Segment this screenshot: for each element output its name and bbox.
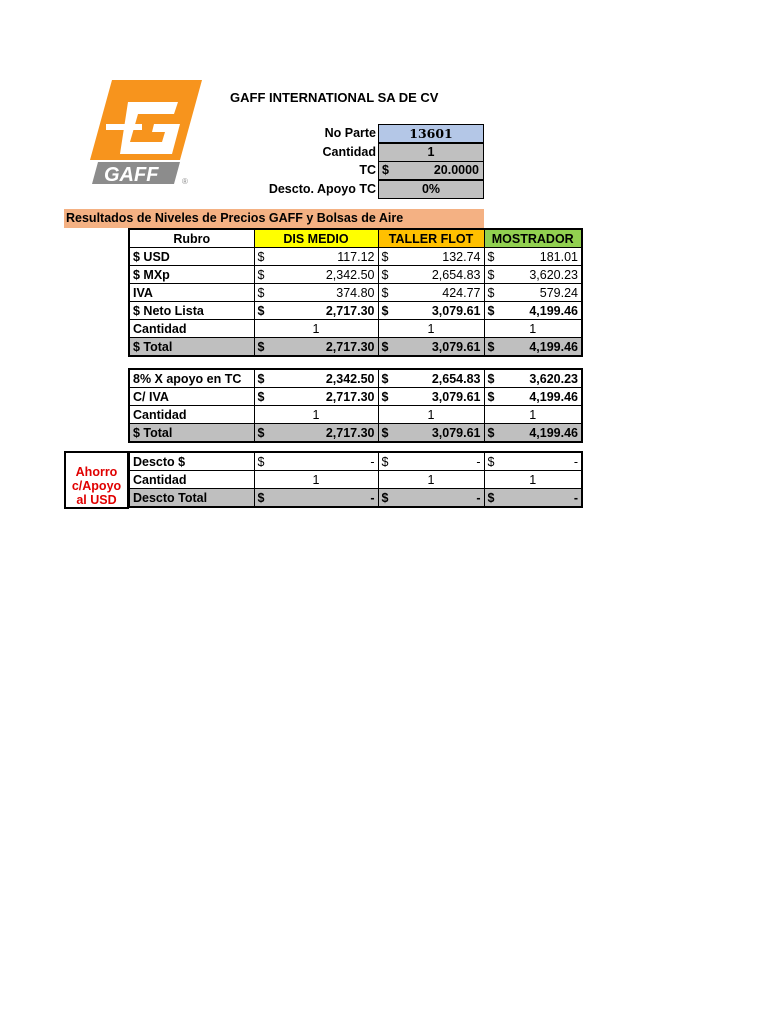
cantidad-label: Cantidad <box>322 145 376 159</box>
cell-value: - <box>573 490 578 505</box>
apoyo-table <box>128 368 583 443</box>
cell-value: 181.01 <box>539 249 578 264</box>
table-cell[interactable] <box>254 471 378 489</box>
cell-value: 3,079.61 <box>431 425 481 440</box>
table-row <box>129 471 582 489</box>
row-label: $ Neto Lista <box>129 302 254 320</box>
cell-value: 4,199.46 <box>529 389 578 404</box>
cell-value: 1 <box>529 472 537 487</box>
cell-value: - <box>573 454 578 469</box>
table-row <box>129 424 582 443</box>
cantidad-cell[interactable]: 1 <box>378 143 484 162</box>
table-cell[interactable] <box>378 248 484 266</box>
cell-value: - <box>370 490 375 505</box>
table-cell[interactable] <box>378 452 484 471</box>
row-label: Descto Total <box>129 489 254 508</box>
ahorro-label: Ahorro c/Apoyo al USD <box>64 451 129 509</box>
currency-symbol: $ <box>257 454 265 469</box>
apoyo-cell[interactable]: 0% <box>378 180 484 199</box>
table-row <box>129 248 582 266</box>
table-row <box>129 284 582 302</box>
table-cell[interactable] <box>254 302 378 320</box>
table-row <box>129 338 582 357</box>
cell-value: 117.12 <box>337 249 375 264</box>
row-label: Cantidad <box>129 320 254 338</box>
currency-symbol: $ <box>487 339 495 354</box>
currency-symbol: $ <box>487 249 495 264</box>
col-mostrador: MOSTRADOR <box>484 229 582 248</box>
currency-symbol: $ <box>381 339 389 354</box>
currency-symbol: $ <box>381 285 389 300</box>
no-parte-cell[interactable]: 13601 <box>378 124 484 143</box>
table-cell[interactable] <box>254 406 378 424</box>
table-cell[interactable] <box>484 424 582 443</box>
cell-value: 2,717.30 <box>325 425 375 440</box>
table-cell[interactable] <box>484 369 582 388</box>
table-cell[interactable] <box>378 406 484 424</box>
row-label: $ Total <box>129 424 254 443</box>
cell-value: 2,654.83 <box>431 267 481 282</box>
cell-value: 3,079.61 <box>431 339 481 354</box>
table-cell[interactable] <box>254 248 378 266</box>
table-cell[interactable] <box>484 266 582 284</box>
table-cell[interactable] <box>378 320 484 338</box>
cell-value: 374.80 <box>336 285 375 300</box>
cell-value: 1 <box>312 407 320 422</box>
col-rubro: Rubro <box>129 229 254 248</box>
currency-symbol: $ <box>257 425 265 440</box>
cell-value: - <box>370 454 375 469</box>
row-label: Cantidad <box>129 471 254 489</box>
table-cell[interactable] <box>484 302 582 320</box>
cell-value: 1 <box>529 407 537 422</box>
currency-symbol: $ <box>381 389 389 404</box>
table-cell[interactable] <box>254 320 378 338</box>
cell-value: 2,342.50 <box>325 267 375 282</box>
table-row <box>129 406 582 424</box>
row-label: IVA <box>129 284 254 302</box>
cell-value: 4,199.46 <box>529 425 578 440</box>
table-row <box>129 266 582 284</box>
currency-symbol: $ <box>257 389 265 404</box>
table-cell[interactable] <box>378 424 484 443</box>
cell-value: 4,199.46 <box>529 303 578 318</box>
cell-value: 1 <box>312 472 320 487</box>
no-parte-label: No Parte <box>324 126 376 140</box>
table-row <box>129 369 582 388</box>
table-cell[interactable] <box>378 471 484 489</box>
ahorro-table <box>128 451 583 508</box>
table-cell[interactable] <box>378 266 484 284</box>
table-row <box>129 302 582 320</box>
cell-value: 4,199.46 <box>529 339 578 354</box>
table-cell[interactable] <box>484 406 582 424</box>
cell-value: 3,079.61 <box>431 389 481 404</box>
table-cell[interactable] <box>254 284 378 302</box>
currency-symbol: $ <box>257 490 265 505</box>
table-cell[interactable] <box>484 388 582 406</box>
table-header-row <box>129 229 582 248</box>
logo-text: GAFF <box>104 164 159 186</box>
currency-symbol: $ <box>257 285 265 300</box>
currency-symbol: $ <box>257 267 265 282</box>
currency-symbol: $ <box>381 249 389 264</box>
tc-currency: $ <box>382 163 389 177</box>
table-cell[interactable] <box>484 320 582 338</box>
cell-value: 1 <box>312 321 320 336</box>
company-name: GAFF INTERNATIONAL SA DE CV <box>230 90 439 105</box>
tc-value: 20.0000 <box>433 163 479 177</box>
table-cell[interactable] <box>254 489 378 508</box>
table-cell[interactable] <box>484 284 582 302</box>
table-cell[interactable] <box>378 489 484 508</box>
currency-symbol: $ <box>381 267 389 282</box>
currency-symbol: $ <box>487 285 495 300</box>
gaff-logo <box>90 80 202 188</box>
currency-symbol: $ <box>257 371 265 386</box>
currency-symbol: $ <box>381 425 389 440</box>
cell-value: 2,717.30 <box>325 389 375 404</box>
tc-label: TC <box>359 163 376 177</box>
table-row <box>129 388 582 406</box>
currency-symbol: $ <box>257 303 265 318</box>
logo-registered: ® <box>182 177 188 186</box>
table-cell[interactable] <box>484 248 582 266</box>
table-cell[interactable] <box>484 489 582 508</box>
currency-symbol: $ <box>257 249 265 264</box>
currency-symbol: $ <box>487 303 495 318</box>
cell-value: 1 <box>427 407 435 422</box>
currency-symbol: $ <box>487 389 495 404</box>
table-cell[interactable] <box>484 471 582 489</box>
results-title: Resultados de Niveles de Precios GAFF y Bolsas de Aire <box>64 209 484 228</box>
col-taller-flot: TALLER FLOT <box>378 229 484 248</box>
cell-value: 1 <box>529 321 537 336</box>
tc-cell[interactable] <box>378 161 484 180</box>
row-label: $ MXp <box>129 266 254 284</box>
table-cell[interactable] <box>484 338 582 357</box>
table-cell[interactable] <box>254 452 378 471</box>
currency-symbol: $ <box>487 454 495 469</box>
cell-value: 2,717.30 <box>325 303 375 318</box>
currency-symbol: $ <box>487 425 495 440</box>
row-label: 8% X apoyo en TC <box>129 369 254 388</box>
row-label: Cantidad <box>129 406 254 424</box>
row-label: Descto $ <box>129 452 254 471</box>
table-cell[interactable] <box>378 284 484 302</box>
table-row <box>129 452 582 471</box>
cell-value: 579.24 <box>539 285 578 300</box>
currency-symbol: $ <box>487 267 495 282</box>
price-table <box>128 228 583 357</box>
cell-value: 1 <box>427 472 435 487</box>
table-cell[interactable] <box>378 302 484 320</box>
cell-value: 132.74 <box>442 249 481 264</box>
table-cell[interactable] <box>254 424 378 443</box>
table-cell[interactable] <box>254 369 378 388</box>
row-label: $ Total <box>129 338 254 357</box>
cell-value: - <box>476 490 481 505</box>
cell-value: 1 <box>427 321 435 336</box>
currency-symbol: $ <box>257 339 265 354</box>
cell-value: 424.77 <box>442 285 481 300</box>
table-cell[interactable] <box>254 388 378 406</box>
cell-value: 3,079.61 <box>431 303 481 318</box>
cell-value: 2,342.50 <box>325 371 375 386</box>
row-label: C/ IVA <box>129 388 254 406</box>
table-cell[interactable] <box>254 338 378 357</box>
cell-value: 3,620.23 <box>529 371 578 386</box>
cell-value: 3,620.23 <box>529 267 578 282</box>
table-cell[interactable] <box>484 452 582 471</box>
currency-symbol: $ <box>381 454 389 469</box>
table-cell[interactable] <box>254 266 378 284</box>
row-label: $ USD <box>129 248 254 266</box>
currency-symbol: $ <box>381 490 389 505</box>
table-row <box>129 320 582 338</box>
table-row <box>129 489 582 508</box>
currency-symbol: $ <box>381 371 389 386</box>
table-cell[interactable] <box>378 388 484 406</box>
currency-symbol: $ <box>381 303 389 318</box>
currency-symbol: $ <box>487 371 495 386</box>
cell-value: 2,717.30 <box>325 339 375 354</box>
table-cell[interactable] <box>378 369 484 388</box>
cell-value: - <box>476 454 481 469</box>
currency-symbol: $ <box>487 490 495 505</box>
table-cell[interactable] <box>378 338 484 357</box>
cell-value: 2,654.83 <box>431 371 481 386</box>
apoyo-label: Descto. Apoyo TC <box>268 182 376 196</box>
col-dis-medio: DIS MEDIO <box>254 229 378 248</box>
